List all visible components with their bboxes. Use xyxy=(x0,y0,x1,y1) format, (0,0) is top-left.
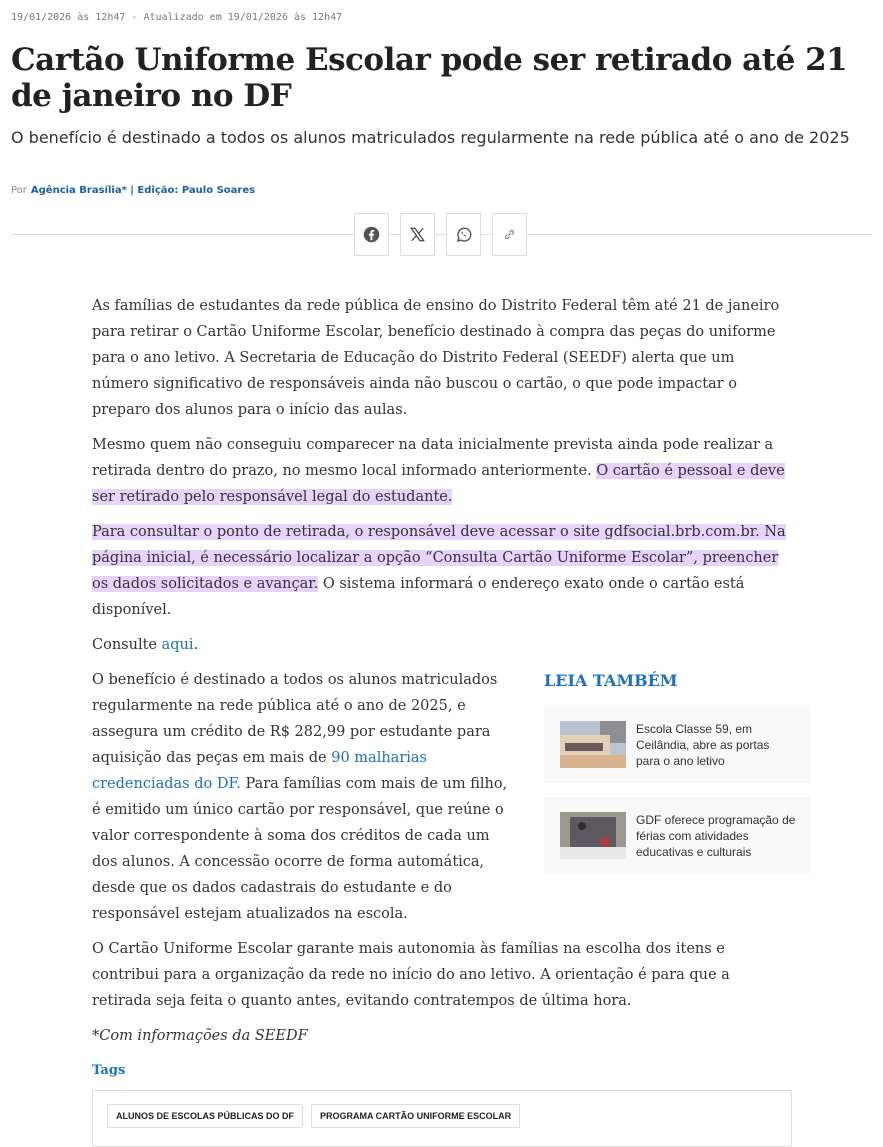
source-note: *Com informações da SEEDF xyxy=(92,1028,308,1044)
paragraph xyxy=(92,519,792,623)
paragraph-text: Mesmo quem não conseguiu comparecer na data inicialmente prevista ainda pode realizar a retirada dentro do prazo, no mesmo local informado anteriormente. xyxy=(92,437,774,479)
highlighted-text: O cartão é pessoal e deve ser retirado pelo responsável legal do estudante. xyxy=(92,463,785,505)
paragraph-text: Consulte xyxy=(92,637,162,653)
article-body xyxy=(92,293,796,1147)
malharias-link[interactable]: 90 malharias credenciadas do DF. xyxy=(92,750,427,792)
article-thumbnail xyxy=(560,812,626,859)
related-heading: LEIA TAMBÉM xyxy=(544,671,678,690)
paragraph: As famílias de estudantes da rede pública de ensino do Distrito Federal têm até 21 de janeiro para retirar o Cartão Uniforme Escolar, benefício destinado à compra das peças do uniforme para o ano letivo. A Secretaria de Educação do Distrito Federal (SEEDF) alerta que um número significativo de responsáveis ainda não buscou o cartão, o que pode impactar o preparo dos alunos para o início das aulas. xyxy=(92,298,780,418)
related-articles xyxy=(544,671,810,888)
paragraph: O Cartão Uniforme Escolar garante mais autonomia às famílias na escolha dos itens e contribui para a organização da rede no início do ano letivo. A orientação é para que a retirada seja feita o quanto antes, evitando contratempos de última hora. xyxy=(92,941,730,1009)
x-icon xyxy=(410,227,425,242)
paragraph-text: Para famílias com mais de um filho, é emitido um único cartão por responsável, que reúne o valor correspondente à soma dos créditos de cada um dos alunos. A concessão ocorre de forma automática, desde que os dados cadastrais do estudante e do responsável estejam atualizados na escola. xyxy=(92,776,508,922)
page-title: Cartão Uniforme Escolar pode ser retirado até 21 de janeiro no DF xyxy=(11,42,848,114)
consult-link[interactable]: aqui xyxy=(161,637,194,653)
tag[interactable]: PROGRAMA CARTÃO UNIFORME ESCOLAR xyxy=(311,1104,520,1128)
paragraph-text: O benefício é destinado a todos os alunos matriculados regularmente na rede pública até o ano de 2025, e assegura um crédito de R$ 282,99 por estudante para aquisição das peças em mais de xyxy=(92,672,498,766)
article-thumbnail xyxy=(560,721,626,768)
byline xyxy=(11,185,255,196)
paragraph xyxy=(92,632,792,658)
related-article-title: Escola Classe 59, em Ceilândia, abre as portas para o ano letivo xyxy=(636,721,770,768)
copy-link-button[interactable] xyxy=(492,213,527,256)
related-article-card[interactable] xyxy=(544,797,810,874)
byline-prefix: Por xyxy=(11,185,27,196)
related-article-card[interactable] xyxy=(544,706,810,783)
share-facebook-button[interactable] xyxy=(354,213,389,256)
whatsapp-icon xyxy=(455,226,472,243)
facebook-icon xyxy=(363,226,380,243)
paragraph xyxy=(92,432,792,510)
related-article-title: GDF oferece programação de férias com atividades educativas e culturais xyxy=(636,812,796,859)
highlighted-text: Para consultar o ponto de retirada, o responsável deve acessar o site gdfsocial.brb.com.br. Na página inicial, é necessário localizar a opção “Consulta Cartão Uniforme Escolar”, preencher os dados solicitados e avançar. xyxy=(92,524,786,592)
tags-heading: Tags xyxy=(92,1063,126,1078)
byline-author[interactable]: Agência Brasília* | Edição: Paulo Soares xyxy=(30,185,256,196)
publish-date: 19/01/2026 às 12h47 - Atualizado em 19/01/2026 às 12h47 xyxy=(11,12,343,23)
share-bar xyxy=(11,213,872,257)
paragraph-text: . xyxy=(193,637,199,653)
tags-list xyxy=(92,1090,792,1147)
paragraph-text: O sistema informará o endereço exato onde o cartão está disponível. xyxy=(92,576,745,618)
subtitle: O benefício é destinado a todos os alunos matriculados regularmente na rede pública até o ano de 2025 xyxy=(11,128,850,147)
link-icon xyxy=(503,228,516,241)
share-x-button[interactable] xyxy=(400,213,435,256)
share-whatsapp-button[interactable] xyxy=(446,213,481,256)
tag[interactable]: ALUNOS DE ESCOLAS PÚBLICAS DO DF xyxy=(107,1104,303,1128)
